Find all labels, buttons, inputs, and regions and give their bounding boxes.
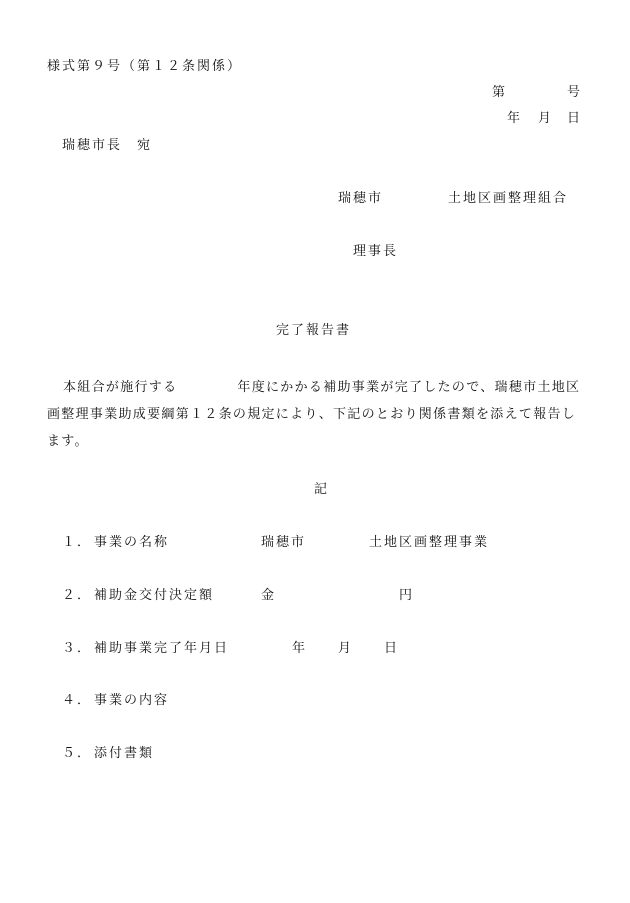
body-part-2: 年度にかかる補助事業が完了したので、瑞穂市土地区画整理事業助成要綱第１２条の規定により、下記のとおり関係書類を添えて報告します。 <box>47 380 581 449</box>
item-5-label: 添付書類 <box>94 746 155 761</box>
date-day: 日 <box>567 111 583 126</box>
item-3-label: 補助事業完了年月日 <box>94 641 230 656</box>
document-title: 完了報告書 <box>276 323 352 338</box>
item-5-number: ５． <box>62 746 93 761</box>
body-part-1: 本組合が施行する <box>63 380 178 395</box>
item-2-label: 補助金交付決定額 <box>94 588 215 603</box>
item-2-yen: 円 <box>399 588 415 603</box>
sender-title: 理事長 <box>353 244 399 259</box>
item-2-kin: 金 <box>261 588 277 603</box>
sender-city: 瑞穂市 <box>338 191 384 206</box>
item-3-day: 日 <box>384 641 400 656</box>
doc-number-prefix: 第 <box>492 85 508 100</box>
item-3-number: ３． <box>62 641 93 656</box>
body-paragraph <box>47 374 587 455</box>
ki-heading: 記 <box>314 482 330 497</box>
item-1-project: 土地区画整理事業 <box>369 535 490 550</box>
item-1-number: １． <box>62 535 93 550</box>
date-month: 月 <box>538 111 554 126</box>
sender-org: 土地区画整理組合 <box>448 191 569 206</box>
item-4-label: 事業の内容 <box>94 693 170 708</box>
item-3-year: 年 <box>292 641 308 656</box>
item-4-number: ４． <box>62 693 93 708</box>
item-1-label: 事業の名称 <box>94 535 170 550</box>
doc-number-suffix: 号 <box>567 85 583 100</box>
item-1-city: 瑞穂市 <box>261 535 307 550</box>
item-3-month: 月 <box>338 641 354 656</box>
form-number: 様式第９号（第１２条関係） <box>47 59 243 74</box>
date-year: 年 <box>507 111 523 126</box>
addressee: 瑞穂市長 宛 <box>62 138 153 153</box>
item-2-number: ２． <box>62 588 93 603</box>
